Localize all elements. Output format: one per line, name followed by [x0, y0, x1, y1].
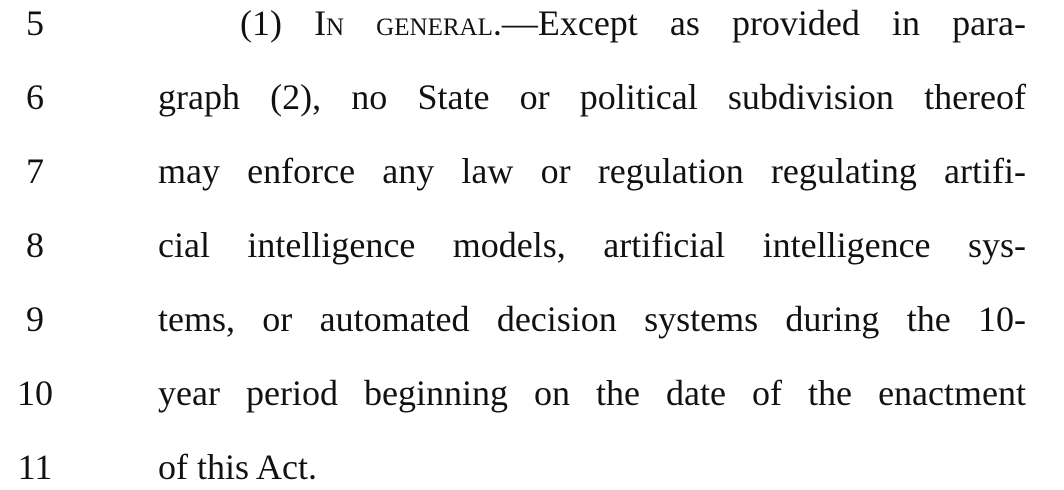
line-number: 7 [26, 151, 44, 191]
line-number: 11 [17, 447, 53, 487]
document-line [0, 444, 1064, 490]
line-text: may enforce any law or regulation regulating artifi- [158, 151, 1026, 191]
line-number: 10 [17, 373, 53, 413]
line-number: 6 [26, 77, 44, 117]
heading-dash: — [501, 3, 538, 43]
section-heading: In general. [314, 3, 502, 43]
line-text: graph (2), no State or political subdivision thereof [158, 77, 1026, 117]
line-text-content: Except as provided in para- [537, 3, 1026, 43]
line-text [240, 0, 1026, 60]
paragraph-label: (1) [240, 3, 282, 43]
line-text: tems, or automated decision systems during the 10- [158, 299, 1026, 339]
line-number: 5 [26, 3, 44, 43]
line-text: of this Act. [158, 447, 317, 487]
line-number: 9 [26, 299, 44, 339]
line-text: cial intelligence models, artificial intelligence sys- [158, 225, 1026, 265]
line-text: year period beginning on the date of the enactment [158, 373, 1026, 413]
line-number: 8 [26, 225, 44, 265]
